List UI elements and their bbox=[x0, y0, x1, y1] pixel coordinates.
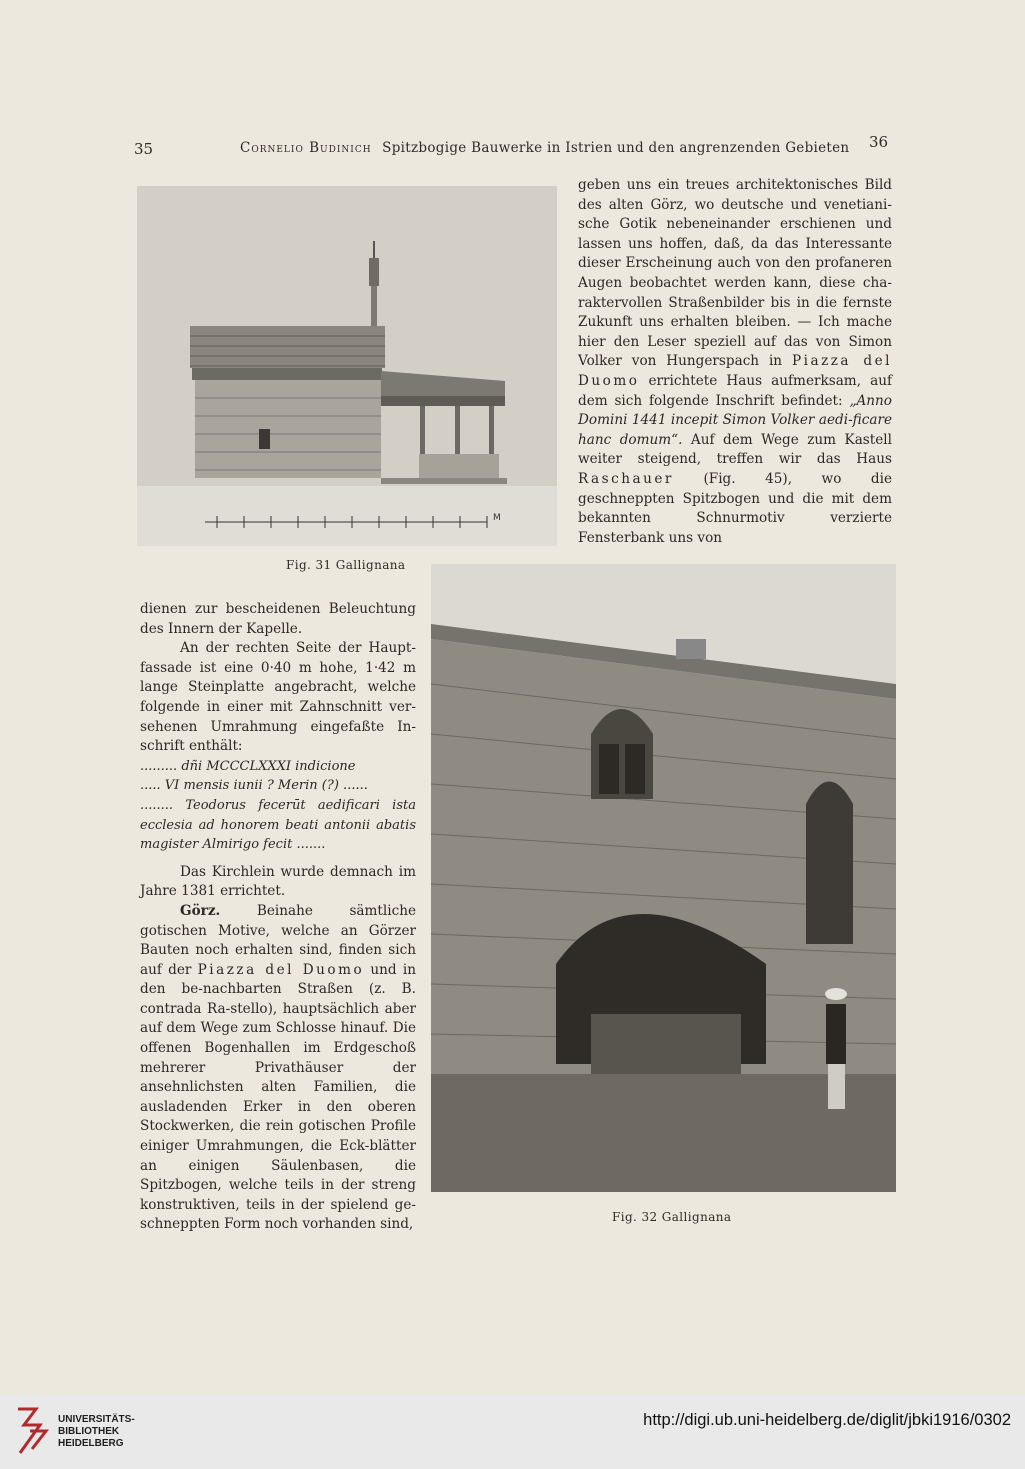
library-name bbox=[58, 1414, 135, 1450]
paragraph-4a: Beinahe sämtliche gotischen Motive, welche an Görzer Bauten noch erhalten sind, finden sich auf der bbox=[140, 902, 416, 978]
running-header bbox=[240, 140, 849, 156]
section-heading-goerz: Görz. bbox=[180, 902, 221, 919]
place-name-piazza-2: Piazza del Duomo bbox=[197, 961, 365, 978]
scale-label: M bbox=[493, 513, 501, 523]
inscription-line-1: ......... dñi MCCCLXXXI indicione bbox=[140, 758, 356, 774]
right-text-part1: geben uns ein treues architektonisches Bild des alten Görz, wo deutsche und venetiani-sche Gotik nebeneinander erschienen und lassen uns hoffen, daß, da das Interessante dieser Erscheinung auch von den profaneren Augen beobachtet werden kann, diese cha-raktervollen Straßenbilder bis in die fernste Zukunft uns erhalten bleiben. — Ich mache hier den Leser speziell auf das von Simon Volker von Hungerspach in bbox=[578, 177, 892, 370]
stone-house-photo bbox=[431, 564, 896, 1192]
right-text-part3: Auf dem Wege zum Kastell weiter steigend, treffen wir das Haus bbox=[578, 431, 892, 468]
paragraph-2: An der rechten Seite der Haupt-fassade ist eine 0·40 m hohe, 1·42 m lange Steinplatte angebracht, welche folgende in einer mit Zahnschnitt ver-sehenen Umrahmung eingefaßte In-schrift enthält: bbox=[140, 640, 416, 755]
house-name: Raschauer bbox=[578, 470, 674, 487]
library-name-line-2: BIBLIOTHEK bbox=[58, 1426, 120, 1437]
header-author: Cornelio Budinich bbox=[240, 140, 372, 156]
figure-31-caption: Fig. 31 Gallignana bbox=[286, 558, 406, 572]
left-text-column bbox=[140, 600, 416, 1235]
page-number-right: 36 bbox=[869, 133, 889, 151]
right-text-part2: errichtete Haus aufmerksam, auf dem sich folgende Inschrift befindet: bbox=[578, 372, 892, 409]
inscription-quote: „Anno Domini 1441 incepit Simon Volker aedi-ficare hanc domum“. bbox=[578, 392, 892, 448]
library-name-line-1: UNIVERSITÄTS- bbox=[58, 1414, 135, 1425]
source-url-link[interactable]: http://digi.ub.uni-heidelberg.de/diglit/jbki1916/0302 bbox=[643, 1411, 1011, 1429]
right-text-column bbox=[578, 176, 892, 548]
figure-32-caption: Fig. 32 Gallignana bbox=[612, 1210, 732, 1224]
inscription-line-3: ........ Teodorus fecerūt aedificari ista ecclesia ad honorem beati antonii abatis magister Almirigo fecit ....... bbox=[140, 797, 416, 853]
inscription-line-2: ..... VI mensis iunii ? Merin (?) ...... bbox=[140, 778, 368, 794]
paragraph-3: Das Kirchlein wurde demnach im Jahre 1381 errichtet. bbox=[140, 863, 416, 900]
library-name-line-3: HEIDELBERG bbox=[58, 1438, 124, 1449]
header-title: Spitzbogige Bauwerke in Istrien und den angrenzenden Gebieten bbox=[382, 140, 850, 156]
chapel-elevation-drawing bbox=[137, 186, 557, 546]
figure-31-chapel-drawing bbox=[137, 186, 557, 546]
paragraph-4b: und in den be-nachbarten Straßen (z. B. contrada Ra-stello), hauptsächlich aber auf dem Wege zum Schlosse hinauf. Die offenen Bogenhallen im Erdgeschoß mehrerer Privathäuser der ansehnlichsten alten Familien, die ausladenden Erker in den oberen Stockwerken, die rein gotischen Profile einiger Umrahmungen, die Eck-blätter an einigen Säulenbasen, die Spitzbogen, welche teils in der streng konstruktiven, teils in der spielend ge-schneppten Form noch vorhanden sind, bbox=[140, 961, 416, 1233]
figure-32-photo bbox=[431, 564, 896, 1192]
library-footer bbox=[0, 1395, 1025, 1469]
right-text-part4: (Fig. 45), wo die geschneppten Spitzbogen und die mit dem bekannten Schnurmotiv verzierte Fensterbank uns von bbox=[578, 470, 893, 546]
place-name-piazza: Piazza del Duomo bbox=[578, 353, 892, 389]
page-number-left: 35 bbox=[134, 140, 154, 158]
library-logo-icon bbox=[12, 1405, 52, 1457]
paragraph-1: dienen zur bescheidenen Beleuchtung des Innern der Kapelle. bbox=[140, 601, 416, 637]
